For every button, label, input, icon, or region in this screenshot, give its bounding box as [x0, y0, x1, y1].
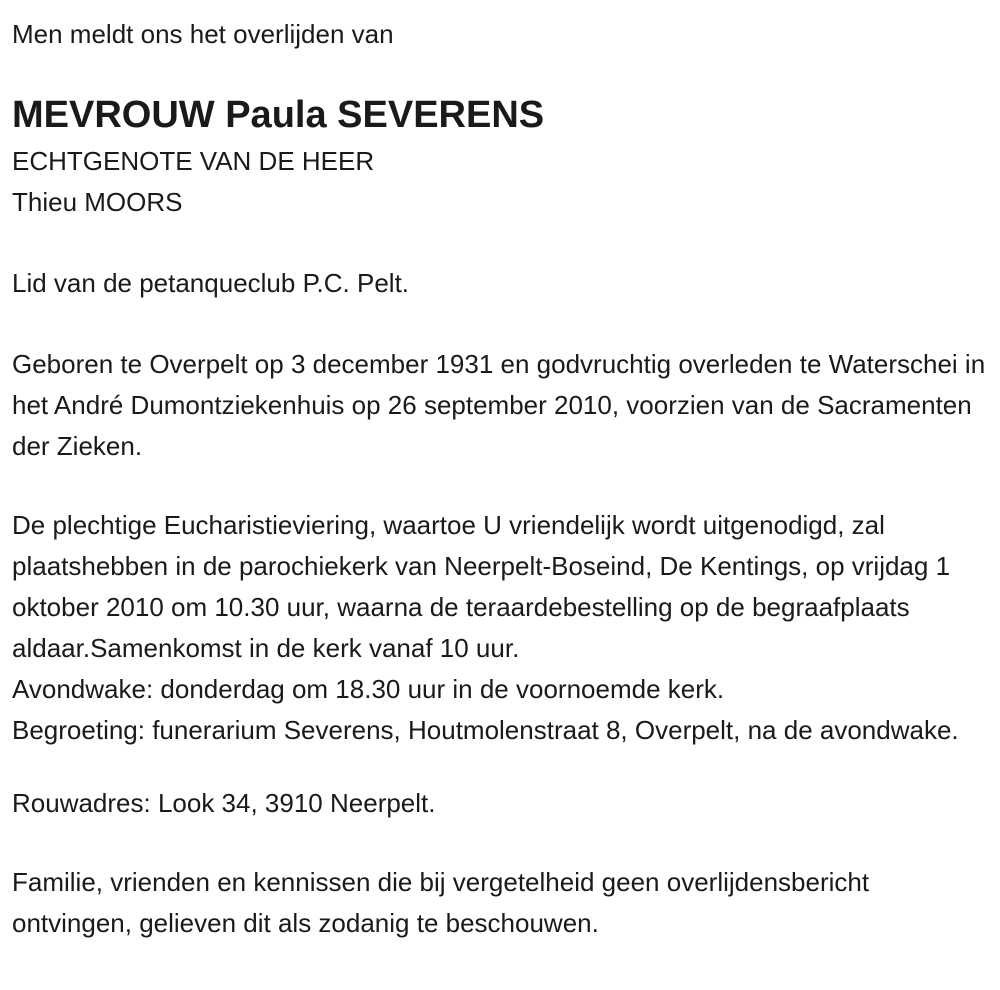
relation-title: ECHTGENOTE VAN DE HEER — [12, 146, 375, 176]
life-paragraph: Geboren te Overpelt op 3 december 1931 en godvruchtig overleden te Waterschei in het André Dumontziekenhuis op 26 september 2010, voorzien van de Sacramenten der Zieken. — [12, 349, 986, 461]
membership-line: Lid van de petanqueclub P.C. Pelt. — [12, 268, 410, 298]
spouse-name: Thieu MOORS — [12, 187, 183, 217]
mourning-address: Rouwadres: Look 34, 3910 Neerpelt. — [12, 788, 436, 818]
wake-line: Avondwake: donderdag om 18.30 uur in de voornoemde kerk. — [12, 674, 725, 704]
service-paragraph: De plechtige Eucharistieviering, waartoe U vriendelijk wordt uitgenodigd, zal plaatshebben in de parochiekerk van Neerpelt-Boseind, De Kentings, op vrijdag 1 oktober 2010 om 10.30 uur, waarna de teraardebestelling op de begraafplaats aldaar.Samenkomst in de kerk vanaf 10 uur. — [12, 510, 951, 663]
announcement-intro: Men meldt ons het overlijden van — [12, 19, 394, 49]
deceased-name: MEVROUW Paula SEVERENS — [12, 94, 545, 136]
service-block — [12, 505, 986, 751]
greeting-line: Begroeting: funerarium Severens, Houtmolenstraat 8, Overpelt, na de avondwake. — [12, 715, 959, 745]
disclaimer-paragraph: Familie, vrienden en kennissen die bij vergetelheid geen overlijdensbericht ontvingen, gelieven dit als zodanig te beschouwen. — [12, 867, 870, 938]
